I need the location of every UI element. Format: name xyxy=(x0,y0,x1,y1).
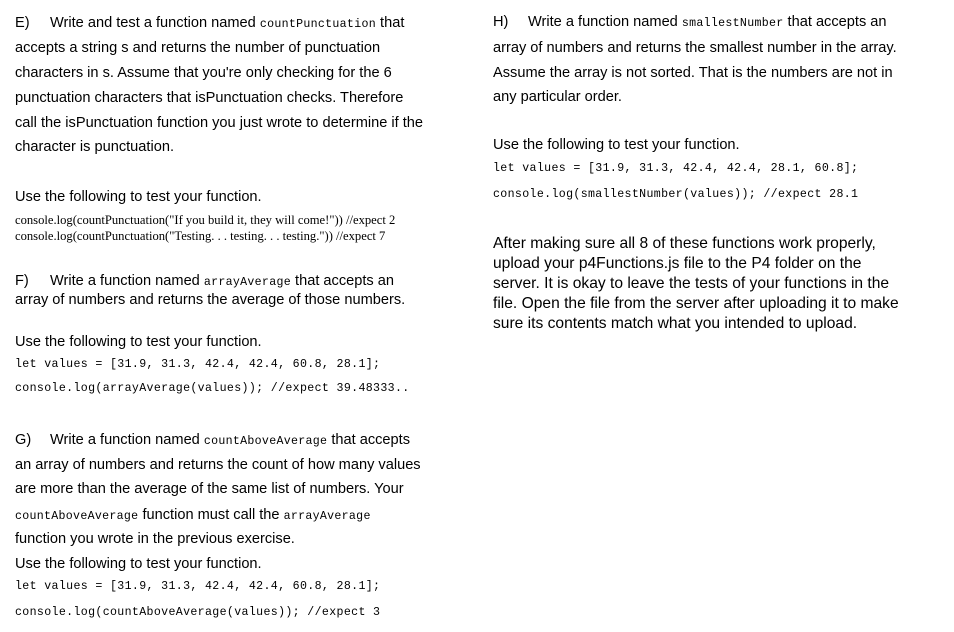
final-instructions-line-5: sure its contents match what you intended to upload. xyxy=(493,315,858,332)
section-e-line-1: E) Write and test a function named countPunctuation that xyxy=(15,15,405,31)
function-name-arrayaverage-ref: arrayAverage xyxy=(283,510,371,523)
section-h-line-1: H) Write a function named smallestNumber that accepts an xyxy=(493,14,887,30)
section-e-test-intro: Use the following to test your function. xyxy=(15,189,262,205)
final-instructions-line-2: upload your p4Functions.js file to the P4 folder on the xyxy=(493,255,862,272)
function-name-countaboveaverage: countAboveAverage xyxy=(203,435,328,448)
section-e-line-5: call the isPunctuation function you just wrote to determine if the xyxy=(15,115,424,131)
section-h-line-2: array of numbers and returns the smallest number in the array. xyxy=(493,40,897,56)
section-g-line-4: countAboveAverage function must call the arrayAverage xyxy=(15,507,371,523)
section-e-line-4: punctuation characters that isPunctuation checks. Therefore xyxy=(15,90,404,106)
section-f-label: F) xyxy=(15,273,29,289)
section-g-line-1: G) Write a function named countAboveAverage that accepts xyxy=(15,432,411,448)
section-g-code-1: let values = [31.9, 31.3, 42.4, 42.4, 60.8, 28.1]; xyxy=(15,580,381,593)
function-name-arrayaverage: arrayAverage xyxy=(203,276,291,289)
section-f-code-2: console.log(arrayAverage(values)); //expect 39.48333.. xyxy=(15,382,410,395)
section-g-code-2: console.log(countAboveAverage(values)); //expect 3 xyxy=(15,606,381,619)
section-g-line-3: are more than the average of the same list of numbers. Your xyxy=(15,481,404,497)
section-g-test-intro: Use the following to test your function. xyxy=(15,556,262,572)
section-e-test-2: console.log(countPunctuation("Testing. . . testing. . . testing.")) //expect 7 xyxy=(15,229,386,243)
section-h-label: H) xyxy=(493,14,509,30)
section-f-line-2: array of numbers and returns the average of those numbers. xyxy=(15,292,406,308)
section-f-line-1: F) Write a function named arrayAverage that accepts an xyxy=(15,273,395,289)
section-e-label: E) xyxy=(15,15,30,31)
section-h-line-3: Assume the array is not sorted. That is the numbers are not in xyxy=(493,65,893,81)
section-f-code-1: let values = [31.9, 31.3, 42.4, 42.4, 60.8, 28.1]; xyxy=(15,358,381,371)
section-h-code-2: console.log(smallestNumber(values)); //expect 28.1 xyxy=(493,188,859,201)
section-h-test-intro: Use the following to test your function. xyxy=(493,137,740,153)
final-instructions-line-3: server. It is okay to leave the tests of your functions in the xyxy=(493,275,890,292)
section-h-line-4: any particular order. xyxy=(493,89,622,105)
function-name-countpunctuation: countPunctuation xyxy=(259,18,376,31)
section-g-line-2: an array of numbers and returns the count of how many values xyxy=(15,457,421,473)
section-f-test-intro: Use the following to test your function. xyxy=(15,334,262,350)
section-g-line-5: function you wrote in the previous exercise. xyxy=(15,531,295,547)
section-e-line-3: characters in s. Assume that you're only checking for the 6 xyxy=(15,65,392,81)
function-name-countaboveaverage-ref: countAboveAverage xyxy=(15,510,139,523)
section-h-code-1: let values = [31.9, 31.3, 42.4, 42.4, 28.1, 60.8]; xyxy=(493,162,859,175)
function-name-smallestnumber: smallestNumber xyxy=(681,17,784,30)
section-e-line-6: character is punctuation. xyxy=(15,139,174,155)
section-e-line-2: accepts a string s and returns the number of punctuation xyxy=(15,40,381,56)
section-g-label: G) xyxy=(15,432,32,448)
final-instructions-line-1: After making sure all 8 of these functions work properly, xyxy=(493,235,876,252)
section-e-text: Write and test a function named xyxy=(50,15,256,31)
final-instructions-line-4: file. Open the file from the server after uploading it to make xyxy=(493,295,899,312)
section-e-test-1: console.log(countPunctuation("If you build it, they will come!")) //expect 2 xyxy=(15,213,396,227)
